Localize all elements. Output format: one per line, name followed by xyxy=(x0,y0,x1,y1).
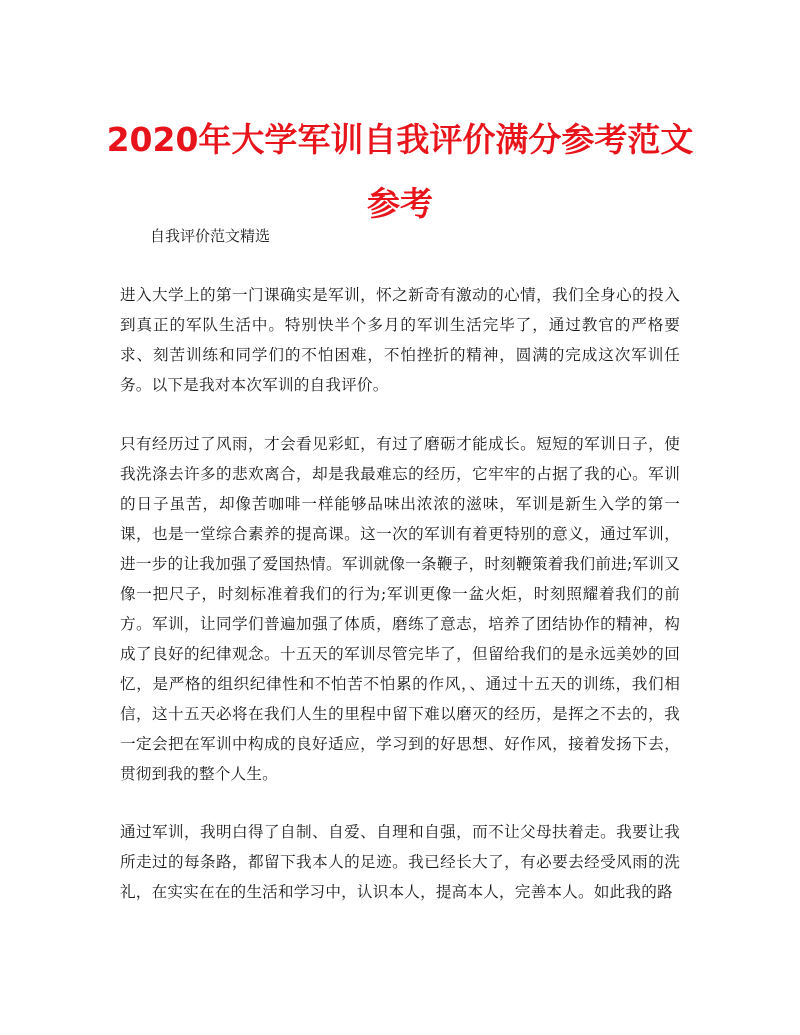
paragraph-experience: 只有经历过了风雨，才会看见彩虹，有过了磨砺才能成长。短短的军训日子，使我洗涤去许多的悲欢离合，却是我最难忘的经历，它牢牢的占据了我的心。军训的日子虽苦，却像苦咖啡一样能够品味出浓浓的滋味，军训是新生入学的第一课，也是一堂综合素养的提高课。这一次的军训有着更特别的意义，通过军训，进一步的让我加强了爱国热情。军训就像一条鞭子，时刻鞭策着我们前进;军训又像一把尺子，时刻标准着我们的行为;军训更像一盆火炬，时刻照耀着我们的前方。军训，让同学们普遍加强了体质，磨练了意志，培养了团结协作的精神，构成了良好的纪律观念。十五天的军训尽管完毕了，但留给我们的是永远美妙的回忆，是严格的组织纪律性和不怕苦不怕累的作风，、通过十五天的训练，我们相信，这十五天必将在我们人生的里程中留下难以磨灭的经历，是挥之不去的，我一定会把在军训中构成的良好适应，学习到的好思想、好作风，接着发扬下去，贯彻到我的整个人生。 xyxy=(120,435,680,783)
paragraph-intro: 进入大学上的第一门课确实是军训，怀之新奇有激动的心情，我们全身心的投入到真正的军队生活中。特别快半个多月的军训生活完毕了，通过教官的严格要求、刻苦训练和同学们的不怕困难，不怕挫折的精神，圆满的完成这次军训任务。以下是我对本次军训的自我评价。 xyxy=(120,286,680,394)
paragraph-growth: 通过军训，我明白得了自制、自爱、自理和自强，而不让父母扶着走。我要让我所走过的每条路，都留下我本人的足迹。我已经长大了，有必要去经受风雨的洗礼，在实实在在的生活和学习中，认识本人，提高本人，完善本人。如此我的路 xyxy=(120,823,680,901)
document-subtitle: 自我评价范文精选 xyxy=(150,227,271,245)
document-title: 2020年大学军训自我评价满分参考范文参考 xyxy=(106,120,694,223)
